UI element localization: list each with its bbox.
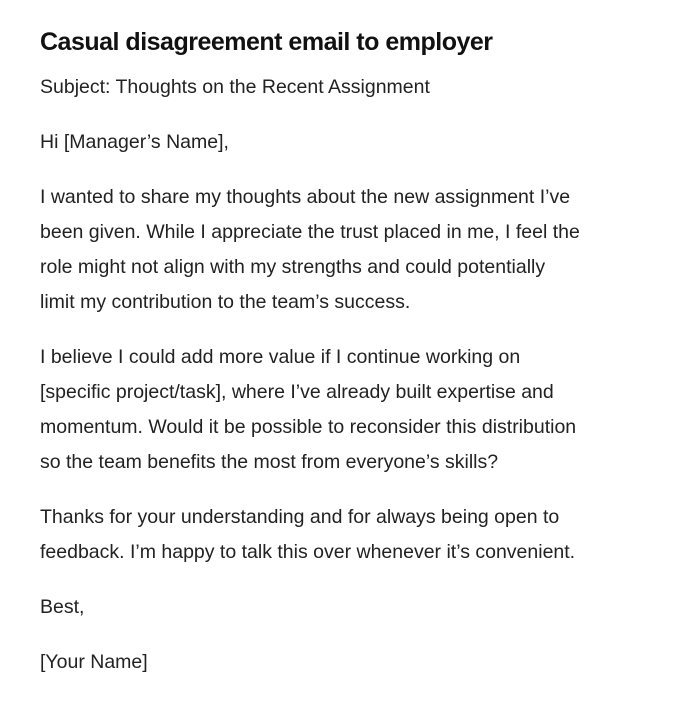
line: Thanks for your understanding and for always being open to (40, 506, 560, 528)
line: role might not align with my strengths and could potentially (40, 256, 546, 278)
line: [specific project/task], where I’ve already built expertise and (40, 381, 554, 403)
line: momentum. Would it be possible to reconsider this distribution (40, 416, 577, 438)
email-greeting: Hi [Manager’s Name], (40, 131, 229, 153)
line: been given. While I appreciate the trust placed in me, I feel the (40, 221, 580, 243)
email-paragraph-2 (40, 340, 660, 480)
line: I believe I could add more value if I continue working on (40, 346, 521, 368)
line: I wanted to share my thoughts about the new assignment I’ve (40, 186, 571, 208)
page-title: Casual disagreement email to employer (40, 28, 493, 56)
email-signoff: Best, (40, 596, 85, 618)
line: feedback. I’m happy to talk this over whenever it’s convenient. (40, 541, 576, 563)
email-paragraph-1 (40, 180, 660, 320)
email-signature: [Your Name] (40, 651, 148, 673)
line: limit my contribution to the team’s success. (40, 291, 411, 313)
email-subject: Subject: Thoughts on the Recent Assignment (40, 76, 430, 98)
email-paragraph-3 (40, 500, 660, 570)
line: so the team benefits the most from everyone’s skills? (40, 451, 499, 473)
